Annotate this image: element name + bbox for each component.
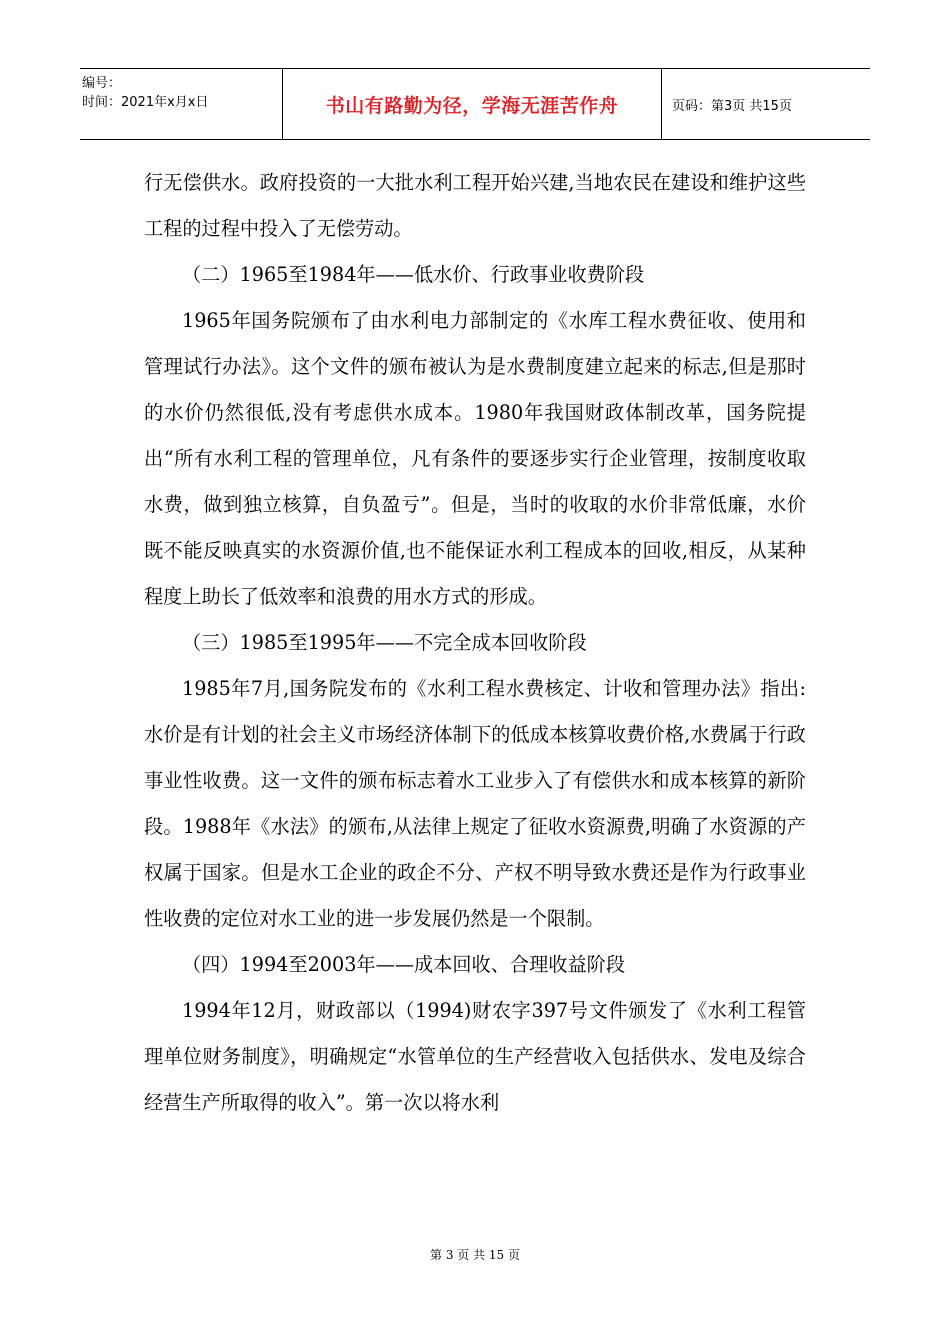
time-label: 时间：2021年x月x日 xyxy=(82,95,209,110)
header-page-label: 页码：第3页 共15页 xyxy=(672,98,792,114)
section-heading: （四）1994至2003年——成本回收、合理收益阶段 xyxy=(182,953,626,976)
header-motto: 书山有路勤为径，学海无涯苦作舟 xyxy=(283,69,662,139)
paragraph: 行无偿供水。政府投资的一大批水利工程开始兴建,当地农民在建设和维护这些工程的过程中投入了无偿劳动。 xyxy=(144,171,806,240)
document-body xyxy=(144,160,806,1126)
paragraph: 1994年12月，财政部以（1994)财农字397号文件颁发了《水利工程管理单位财务制度》，明确规定“水管单位的生产经营收入包括供水、发电及综合经营生产所取得的收入”。第一次以将水利 xyxy=(144,999,806,1114)
page-header xyxy=(80,68,870,140)
page-footer: 第 3 页 共 15 页 xyxy=(430,1248,520,1262)
paragraph: 1985年7月,国务院发布的《水利工程水费核定、计收和管理办法》指出:水价是有计划的社会主义市场经济体制下的低成本核算收费价格,水费属于行政事业性收费。这一文件的颁布标志着水工业步入了有偿供水和成本核算的新阶段。1988年《水法》的颁布,从法律上规定了征收水资源费,明确了水资源的产权属于国家。但是水工企业的政企不分、产权不明导致水费还是作为行政事业性收费的定位对水工业的进一步发展仍然是一个限制。 xyxy=(144,677,806,930)
section-heading: （二）1965至1984年——低水价、行政事业收费阶段 xyxy=(182,263,645,286)
header-meta xyxy=(80,69,283,139)
paragraph: 1965年国务院颁布了由水利电力部制定的《水库工程水费征收、使用和管理试行办法》。这个文件的颁布被认为是水费制度建立起来的标志,但是那时的水价仍然很低,没有考虑供水成本。1980年我国财政体制改革，国务院提出“所有水利工程的管理单位，凡有条件的要逐步实行企业管理，按制度收取水费，做到独立核算，自负盈亏”。但是，当时的收取的水价非常低廉，水价既不能反映真实的水资源价值,也不能保证水利工程成本的回收,相反，从某种程度上助长了低效率和浪费的用水方式的形成。 xyxy=(144,309,806,608)
code-label: 编号： xyxy=(82,76,122,91)
section-heading: （三）1985至1995年——不完全成本回收阶段 xyxy=(182,631,587,654)
